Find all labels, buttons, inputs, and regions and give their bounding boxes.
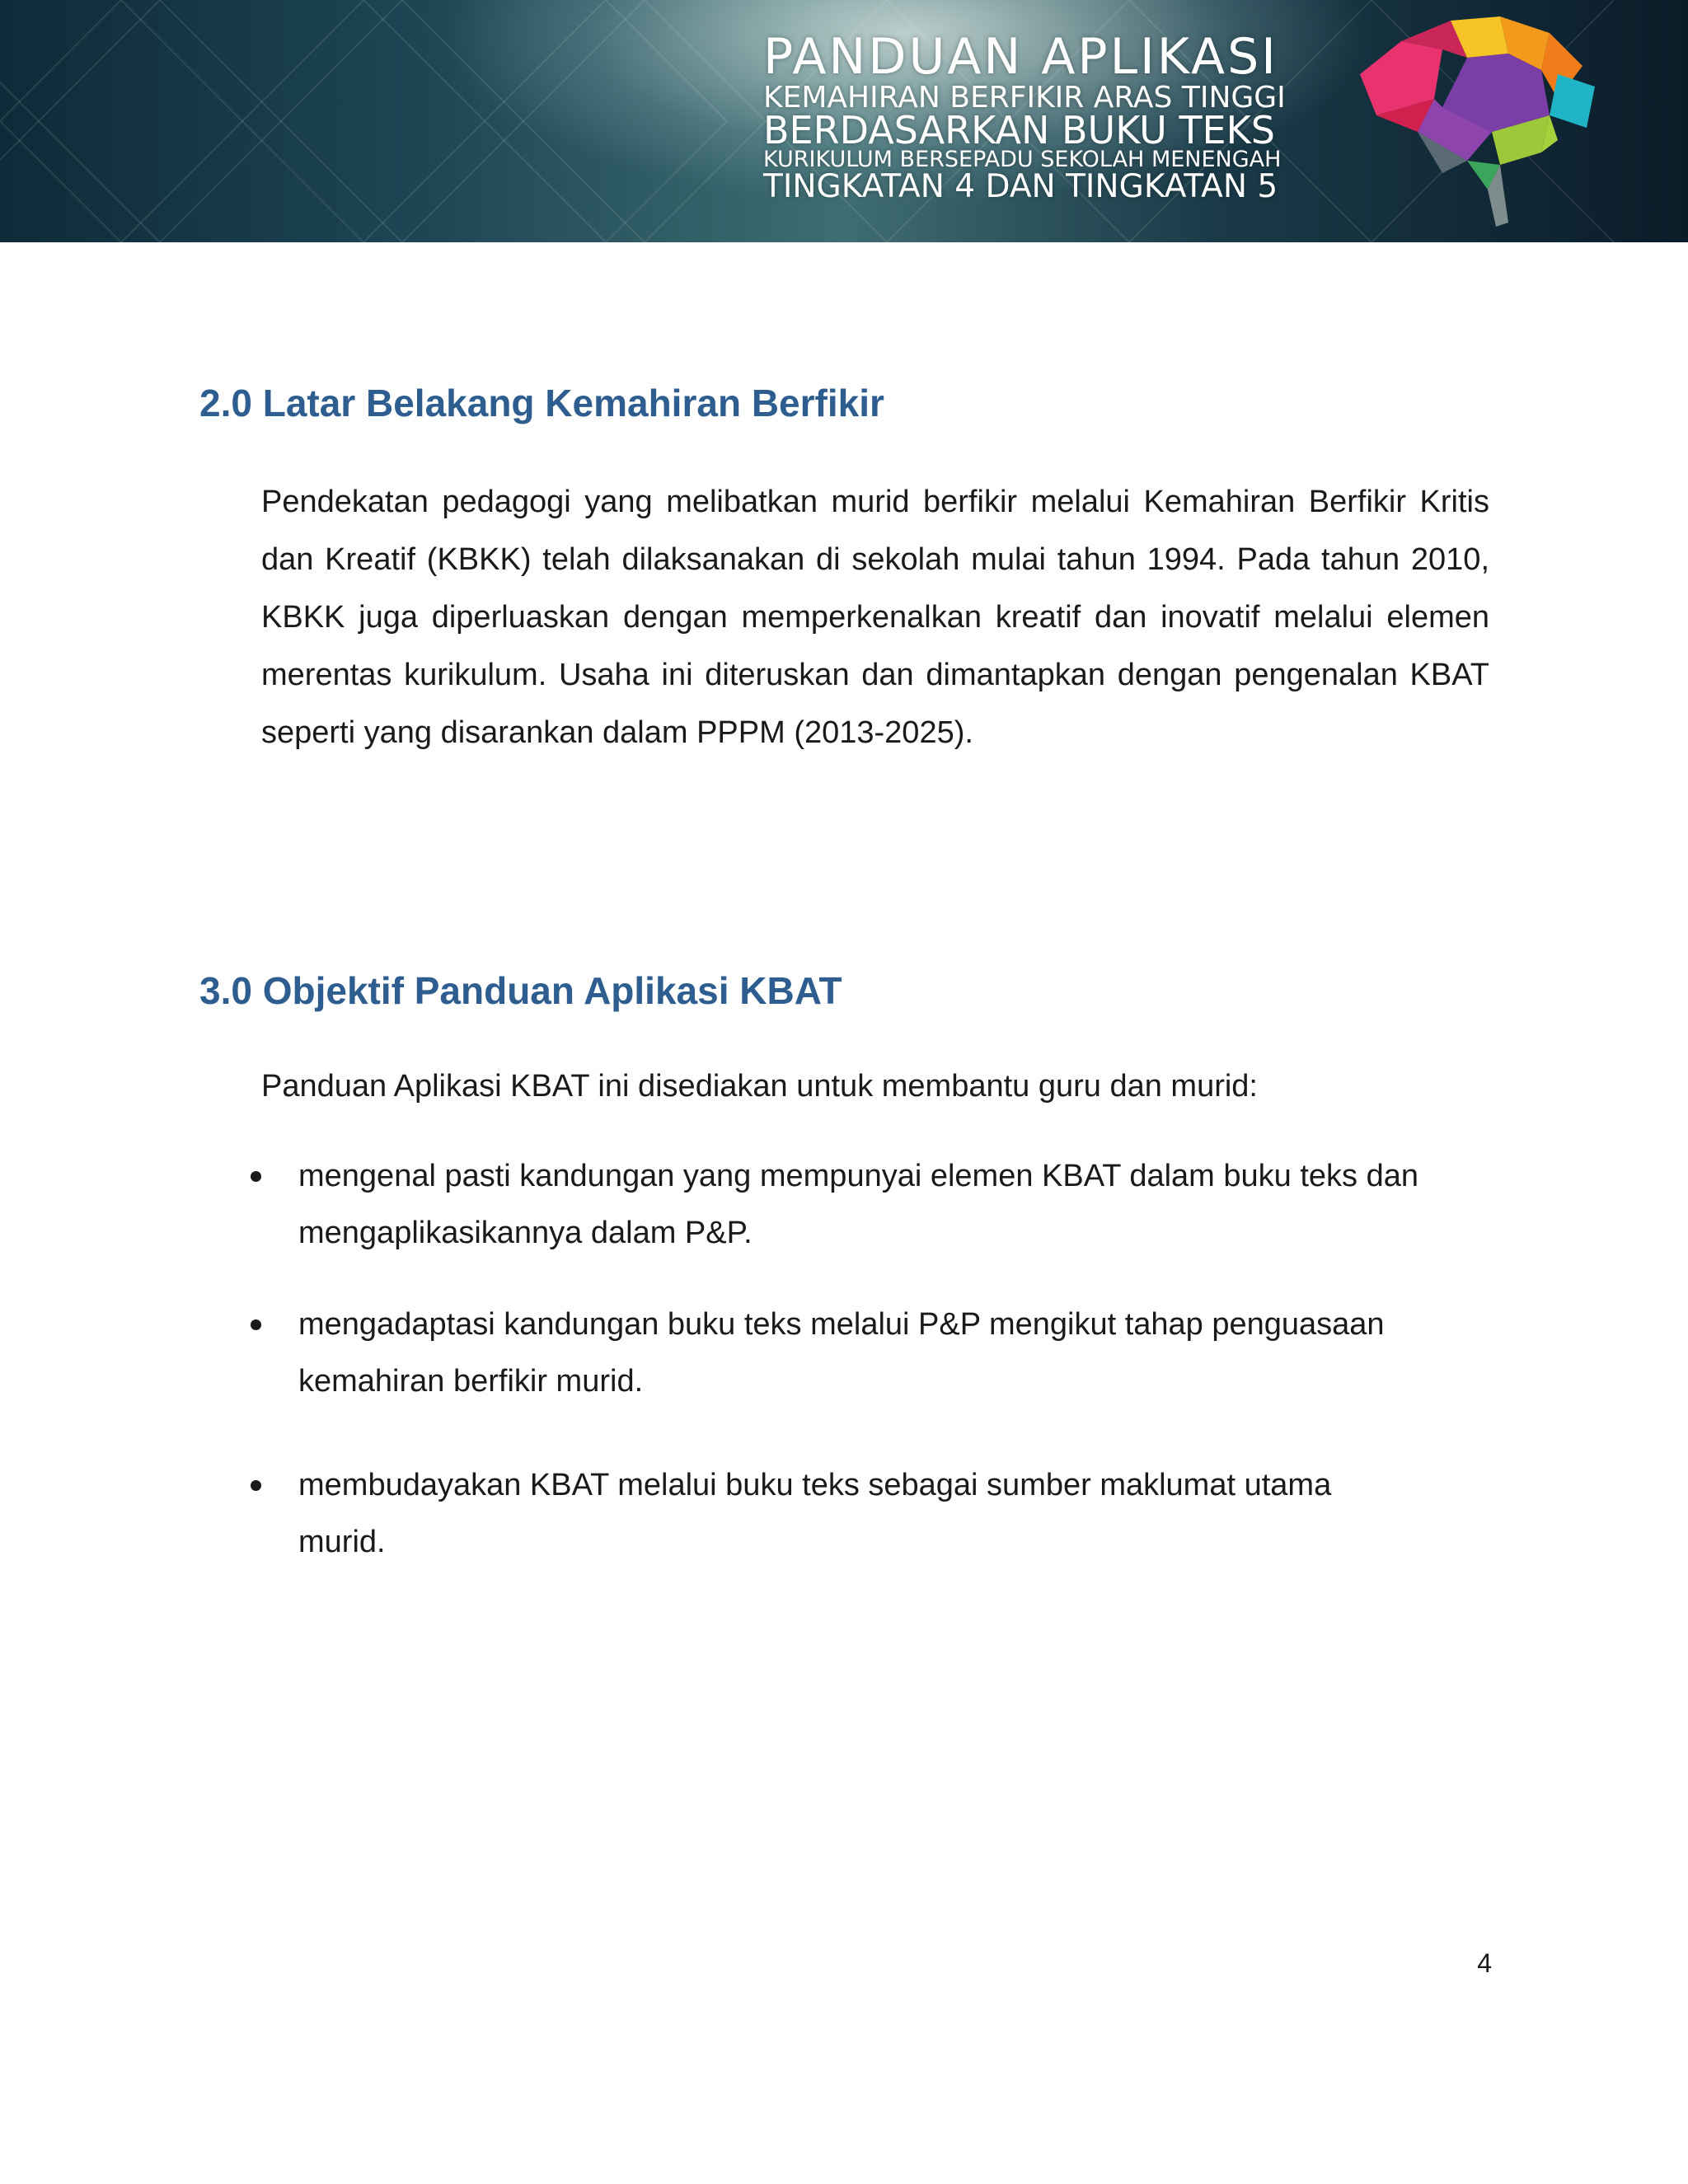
page-number: 4 [1477,1948,1492,1978]
section-3-intro: Panduan Aplikasi KBAT ini disediakan untuk membantu guru dan murid: [261,1069,1258,1104]
section-2-paragraph: Pendekatan pedagogi yang melibatkan murid berfikir melalui Kemahiran Berfikir Kritis dan Kreatif (KBKK) telah dilaksanakan di sekolah mulai tahun 1994. Pada tahun 2010, KBKK juga diperluaskan dengan memperkenalkan kreatif dan inovatif melalui elemen merentas kurikulum. Usaha ini diteruskan dan dimantapkan dengan pengenalan KBAT seperti yang disarankan dalam PPPM (2013-2025). [261,485,1489,750]
banner-subtitle-3: KURIKULUM BERSEPADU SEKOLAH MENENGAH [763,147,1282,172]
objectives-list [247,1148,1500,1571]
bullet-icon [251,1319,261,1330]
list-item [247,1296,1500,1410]
banner-subtitle-4: TINGKATAN 4 DAN TINGKATAN 5 [763,168,1278,205]
list-item [247,1148,1500,1262]
banner-title: PANDUAN APLIKASI [763,28,1278,86]
banner-subtitle-1: KEMAHIRAN BERFIKIR ARAS TINGGI [763,81,1286,115]
header-banner [0,0,1688,242]
list-item [247,1457,1500,1571]
objective-text-1: mengenal pasti kandungan yang mempunyai elemen KBAT dalam buku teks dan mengaplikasikannya dalam P&P. [298,1159,1419,1250]
banner-title-block [763,30,1324,203]
section-2-heading: 2.0 Latar Belakang Kemahiran Berfikir [199,382,884,424]
bullet-icon [251,1480,261,1491]
objective-text-3: membudayakan KBAT melalui buku teks sebagai sumber maklumat utama murid. [298,1468,1332,1559]
colorful-polygon-brain-icon [1343,8,1607,239]
objective-text-2: mengadaptasi kandungan buku teks melalui P&P mengikut tahap penguasaan kemahiran berfikir murid. [298,1307,1385,1399]
bullet-icon [251,1171,261,1182]
section-3-heading: 3.0 Objektif Panduan Aplikasi KBAT [199,969,842,1012]
banner-subtitle-2: BERDASARKAN BUKU TEKS [763,108,1275,152]
